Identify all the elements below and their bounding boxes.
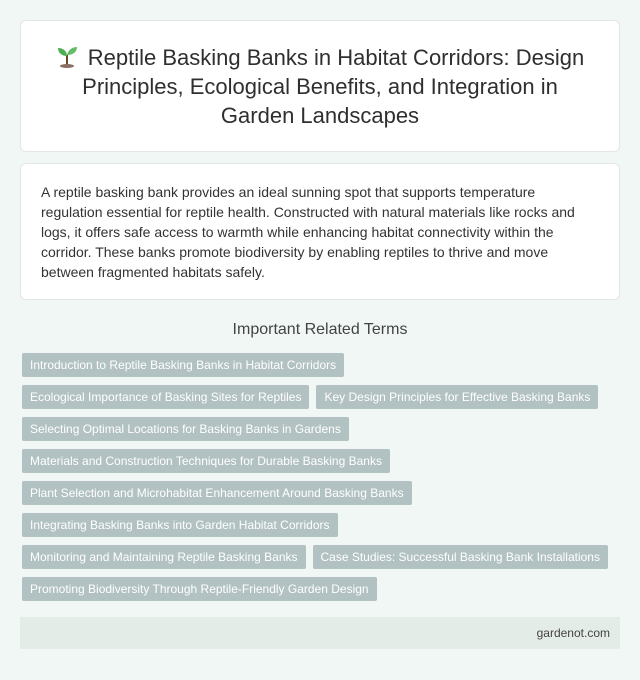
related-term-tag[interactable]: Case Studies: Successful Basking Bank Installations: [313, 545, 608, 569]
related-term-tag[interactable]: Monitoring and Maintaining Reptile Basking Banks: [22, 545, 306, 569]
page-title: [51, 43, 589, 130]
related-term-tag[interactable]: Selecting Optimal Locations for Basking Banks in Gardens: [22, 417, 349, 441]
related-term-tag[interactable]: Promoting Biodiversity Through Reptile-Friendly Garden Design: [22, 577, 377, 601]
page-title-text: Reptile Basking Banks in Habitat Corridors: Design Principles, Ecological Benefits, and Integration in Garden Landscapes: [82, 44, 585, 128]
related-term-tag[interactable]: Plant Selection and Microhabitat Enhancement Around Basking Banks: [22, 481, 412, 505]
related-term-tag[interactable]: Materials and Construction Techniques for Durable Basking Banks: [22, 449, 390, 473]
related-term-tag[interactable]: Ecological Importance of Basking Sites for Reptiles: [22, 385, 309, 409]
related-term-tag[interactable]: Introduction to Reptile Basking Banks in Habitat Corridors: [22, 353, 344, 377]
related-term-tag[interactable]: Key Design Principles for Effective Basking Banks: [316, 385, 598, 409]
footer-site-link[interactable]: gardenot.com: [536, 626, 610, 640]
related-terms-heading: Important Related Terms: [232, 321, 408, 338]
footer: [20, 617, 620, 649]
sprout-icon: [56, 44, 78, 68]
summary-card: [20, 163, 620, 300]
related-terms-list: [22, 353, 620, 609]
title-card: [20, 20, 620, 152]
summary-text: A reptile basking bank provides an ideal sunning spot that supports temperature regulation essential for reptile health. Constructed with natural materials like rocks and logs, it offers safe access to warmth while enhancing habitat connectivity within the corridor. These banks promote biodiversity by enabling reptiles to thrive and move between fragmented habitats safely.: [41, 184, 575, 280]
related-term-tag[interactable]: Integrating Basking Banks into Garden Habitat Corridors: [22, 513, 338, 537]
